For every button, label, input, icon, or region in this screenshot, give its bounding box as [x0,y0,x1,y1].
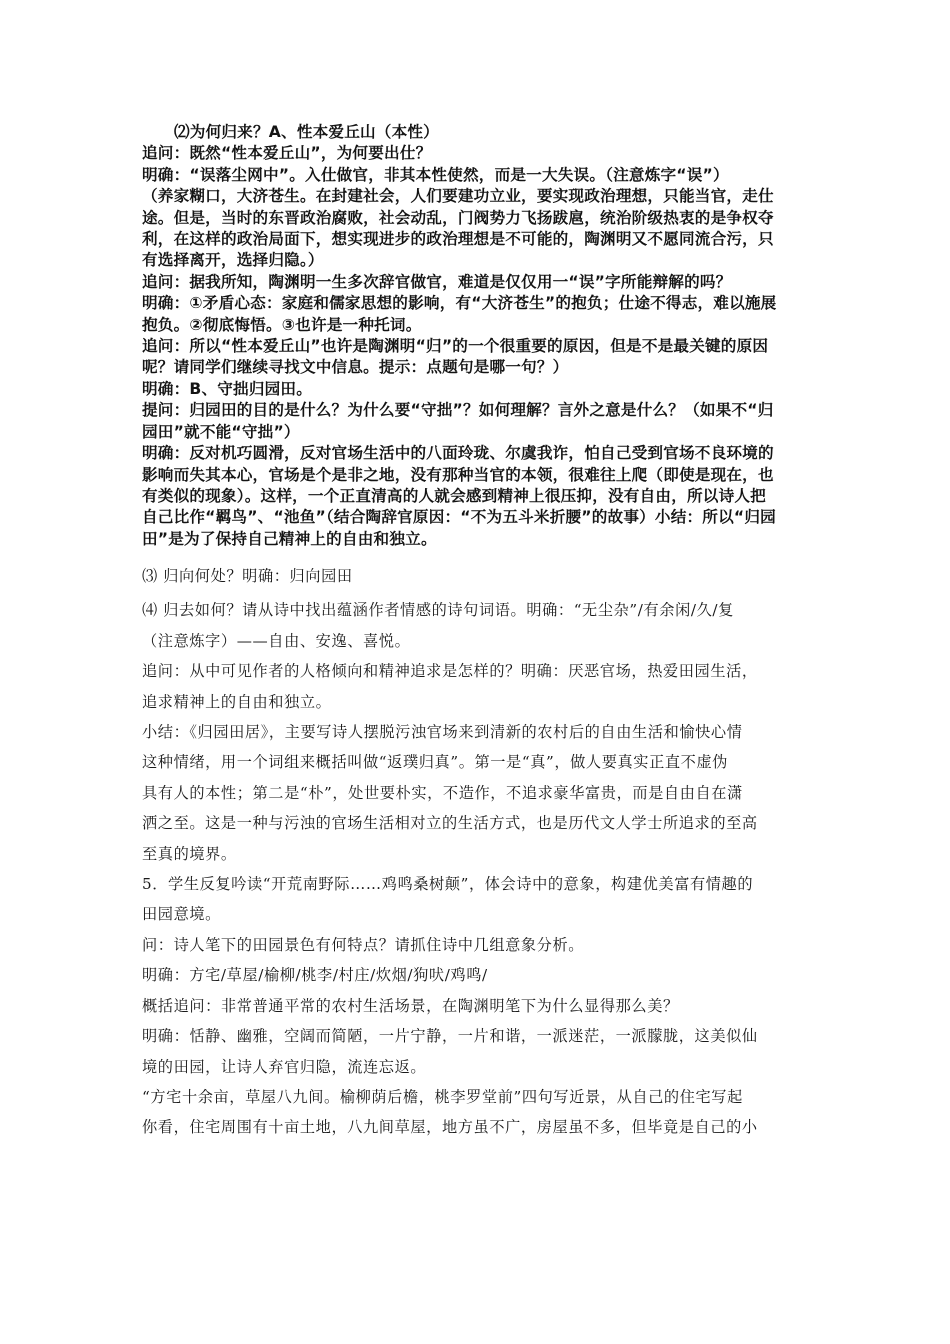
text-line: （注意炼字）——自由、安逸、喜悦。 [142,631,411,650]
text-line: 洒之至。这是一种与污浊的官场生活相对立的生活方式，也是历代文人学士所追求的至高 [142,814,758,833]
text-line: 境的田园，让诗人弃官归隐，流连忘返。 [142,1057,427,1076]
text-line: “方宅十余亩，草屋八九间。榆柳荫后檐，桃李罗堂前”四句写近景，从自己的住宅写起 [142,1087,743,1106]
text-line: 追问：据我所知，陶渊明一生多次辞官做官，难道是仅仅用一“误”字所能辩解的吗？ [142,272,732,291]
text-line: 影响而失其本心，官场是个是非之地，没有那种当官的本领，很难往上爬（即使是现在，也 [142,465,774,484]
step-5-line: 5．学生反复吟读“开荒南野际……鸡鸣桑树颠”，体会诗中的意象，构建优美富有情趣的 [142,875,754,894]
text-line: 你看，住宅周围有十亩土地，八九间草屋，地方虽不广，房屋虽不多，但毕竟是自己的小 [142,1118,758,1137]
text-line: 途。但是，当时的东晋政治腐败，社会动乱，门阀势力飞扬跋扈，统治阶级热衷的是争权夺 [142,208,774,227]
text-line: 抱负。②彻底悔悟。③也许是一种托词。 [142,315,422,334]
summary-line: 小结：《归园田居》，主要写诗人摆脱污浊官场来到清新的农村后的自由生活和愉快心情 [142,723,743,742]
question-4-line: ⑷ 归去如何？请从诗中找出蕴涵作者情感的诗句词语。明确：“无尘杂”/有余闲/久/复 [142,601,734,620]
text-line: 具有人的本性；第二是“朴”，处世要朴实，不造作，不追求豪华富贵，而是自由自在潇 [142,783,743,802]
text-line: 追求精神上的自由和独立。 [142,692,332,711]
text-line: （养家糊口，大济苍生。在封建社会，人们要建功立业，要实现政治理想，只能当官，走仕 [142,187,774,206]
text-line: 明确：“误落尘网中”。入仕做官，非其本性使然，而是一大失误。（注意炼字“误”） [142,165,729,184]
text-line: 至真的境界。 [142,844,237,863]
text-line: 自己比作“羁鸟”、“池鱼”（结合陶辞官原因：“不为五斗米折腰”的故事）小结：所以“归园 [142,508,776,527]
typeset-text-section [142,561,842,1143]
text-line: 有选择离开，选择归隐。） [142,251,324,270]
text-line: 追问：从中可见作者的人格倾向和精神追求是怎样的？明确：厌恶官场，热爱田园生活， [142,662,758,681]
text-line: 明确：反对机巧圆滑，反对官场生活中的八面玲珑、尔虞我诈，怕自己受到官场不良环境的 [142,444,774,463]
text-line: 利，在这样的政治局面下，想实现进步的政治理想是不可能的，陶渊明又不愿同流合污，只 [142,230,774,249]
text-line: 问：诗人笔下的田园景色有何特点？请抓住诗中几组意象分析。 [142,935,585,954]
text-line: 田”是为了保持自己精神上的自由和独立。 [142,529,437,548]
text-line: 这种情绪，用一个词组来概括叫做“返璞归真”。第一是“真”，做人要真实正直不虚伪 [142,753,729,772]
text-line: 追问：所以“性本爱丘山”也许是陶渊明“归”的一个很重要的原因，但是不是最关键的原因 [142,337,769,356]
text-line: 呢？请同学们继续寻找文中信息。提示：点题句是哪一句？） [142,358,569,377]
question-3-line: ⑶ 归向何处？明确：归向园田 [142,567,353,585]
question-2-heading: ⑵为何归来？A、性本爱丘山（本性） [174,123,439,141]
text-line: 明确：①矛盾心态：家庭和儒家思想的影响，有“大济苍生”的抱负；仕途不得志，难以施展 [142,294,777,313]
text-line: 概括追问：非常普通平常的农村生活场景，在陶渊明笔下为什么显得那么美？ [142,996,679,1015]
text-line: 田园意境。 [142,905,221,924]
text-line: 有类似的现象）。这样，一个正直清高的人就会感到精神上很压抑，没有自由，所以诗人把 [142,486,766,505]
text-line: 追问：既然“性本爱丘山”，为何要出仕？ [142,144,432,163]
scanned-text-section [142,122,822,550]
text-line: 明确：方宅/草屋/榆柳/桃李/村庄/炊烟/狗吠/鸡鸣/ [142,966,488,985]
text-line: 园田”就不能“守拙”） [142,422,300,441]
text-line: 提问：归园田的目的是什么？为什么要“守拙”？如何理解？言外之意是什么？（如果不“归 [142,401,774,420]
text-line: 明确：B、守拙归园田。 [142,379,313,398]
text-line: 明确：恬静、幽雅，空阔而简陋，一片宁静，一片和谐，一派迷茫，一派朦胧，这美似仙 [142,1027,758,1046]
